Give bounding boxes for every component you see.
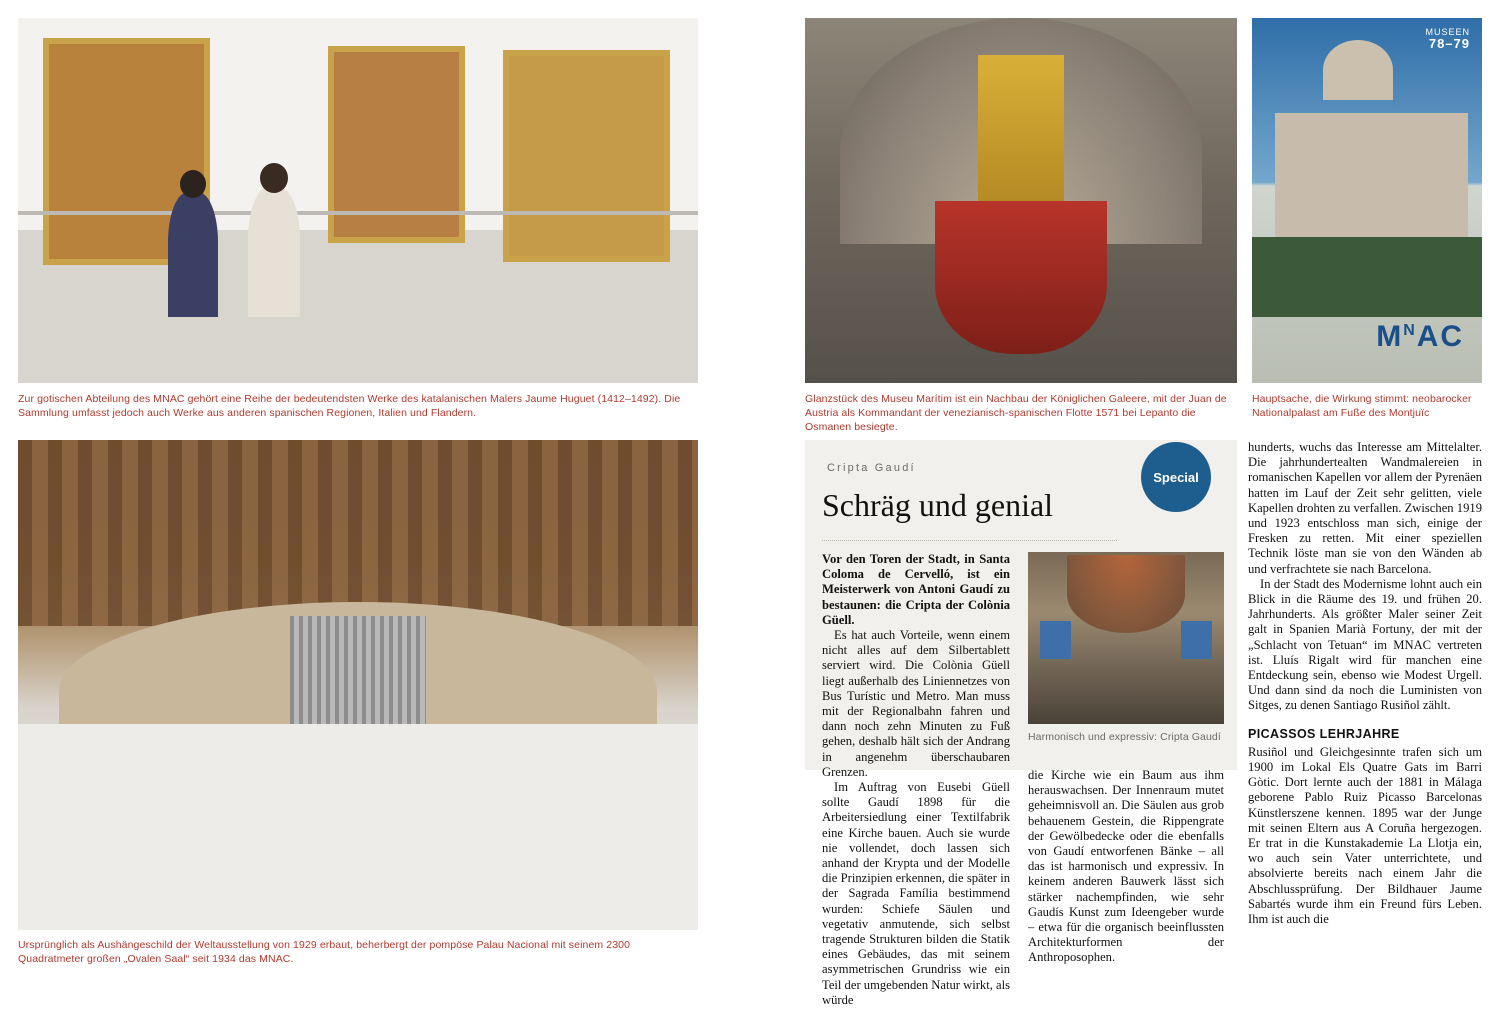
caption-gothic-gallery: Zur gotischen Abteilung des MNAC gehört eine Reihe der bedeutendsten Werke des katalanischen Malers Jaume Huguet (1412–1492). Die Sammlung umfasst jedoch auch Werke aus anderen spanischen Regionen, Italien und Flandern. bbox=[18, 393, 681, 419]
caption-oval-hall: Ursprünglich als Aushängeschild der Weltausstellung von 1929 erbaut, beherbergt der pompöse Palau Nacional mit seinem 2300 Quadratmeter großen „Ovalen Saal“ seit 1934 das MNAC. bbox=[18, 939, 631, 965]
caption-royal-galley: Glanzstück des Museu Marítim ist ein Nachbau der Königlichen Galeere, mit der Juan de Austria als Kommandant der venezianisch-spanischen Flotte 1571 bei Lepanto die Osmanen besiegte. bbox=[805, 393, 1227, 433]
right-subheading: PICASSOS LEHRJAHRE bbox=[1248, 726, 1400, 741]
special-paragraph-2: Im Auftrag von Eusebi Güell sollte Gaudí 1898 für die Arbeitersiedlung einer Textilfabrik eine Kirche bauen. Auch sie wurde nie vollendet, doch lassen sich anhand der Krypta und der Modelle die Prinzipien erkennen, die später in der Sagrada Família bestimmend wurden: Schiefe Säulen und vegetativ anmutende, sich selbst tragende Strukturen bilden die Statik eines Gebäudes, das mit seinem asymmetrischen Grundriss wie ein Teil der umgebenden Natur wirkt, als würde bbox=[822, 780, 1010, 1007]
photo-gothic-gallery bbox=[18, 18, 698, 383]
special-kicker: Cripta Gaudí bbox=[827, 462, 916, 474]
special-text-column-2 bbox=[1028, 768, 1224, 963]
right-paragraph-2: In der Stadt des Modernisme lohnt auch ein Blick in die Räume des 19. und frühen 20. Jahrhunderts. Als größter Maler seiner Zeit galt in Spanien Marià Fortuny, der mit der „Schlacht von Tetuan“ im MNAC vertreten ist. Lluís Rigalt wird für manchen eine Entdeckung sein, ebenso wie Modest Urgell. Und dann sind da noch die Luministen von Sitges, zu denen Santiago Rusiñol zählt. bbox=[1248, 576, 1482, 713]
folio bbox=[1425, 26, 1470, 50]
special-headline: Schräg und genial bbox=[822, 487, 1054, 523]
special-paragraph-1: Es hat auch Vorteile, wenn einem nicht alles auf dem Silbertablett serviert wird. Die Colònia Güell liegt außerhalb des Liniennetzes von Bus Turístic und Metro. Man muss mit der Regionalbahn fahren und dann noch zehn Minuten zu Fuß gehen, deshalb hält sich der Andrang in angenehm überschaubaren Grenzen. bbox=[822, 628, 1010, 779]
special-badge: Special bbox=[1141, 442, 1211, 512]
folio-label: MUSEEN bbox=[1425, 27, 1470, 37]
photo-cripta-gaudi bbox=[1028, 552, 1224, 724]
folio-pages: 78–79 bbox=[1428, 36, 1470, 51]
article-right-column bbox=[1248, 440, 1482, 970]
special-text-column-1 bbox=[822, 552, 1010, 1007]
special-lead: Vor den Toren der Stadt, in Santa Coloma de Cervelló, ist ein Meisterwerk von Antoni Gaudí zu bestaunen: die Cripta der Colònia Güell. bbox=[822, 552, 1010, 627]
caption-mnac-palace: Hauptsache, die Wirkung stimmt: neobarocker Nationalpalast am Fuße des Montjuïc bbox=[1252, 393, 1472, 419]
mnac-logo: $M^NAC$ bbox=[1376, 319, 1465, 353]
photo-royal-galley bbox=[805, 18, 1237, 383]
special-paragraph-3: die Kirche wie ein Baum aus ihm herauswachsen. Der Innenraum mutet geheimnisvoll an. Die Säulen aus grob behauenem Gestein, die Rippengrate der Gewölbedecke oder die ebenfalls von Gaudí entworfenen Bänke – all das ist harmonisch und expressiv. In keinem anderen Bauwerk lässt sich stärker nachempfinden, wie sehr Gaudís Kunst zum Ideengeber wurde – etwa für die organisch beeinflussten Architekturformen der Anthroposophen. bbox=[1028, 768, 1224, 965]
right-paragraph-3: Rusiñol und Gleichgesinnte trafen sich um 1900 im Lokal Els Quatre Gats im Barri Gòtic. Dort lernte auch der 1881 in Málaga geborene Pablo Ruiz Picasso Barcelonas Künstlerszene kennen. 1895 war der Junge mit seinen Eltern aus A Coruña hergezogen. Er trat in die Kunstakademie La Llotja ein, wo auch sein Vater unterrichtete, und absolvierte bereits nach einem Jahr die Abschlussprüfung. Der Bildhauer Jaume Sabartés wurde ihm ein Freund fürs Leben. Ihm ist auch die bbox=[1248, 744, 1482, 927]
photo-mnac-palace bbox=[1252, 18, 1482, 383]
photo-oval-hall bbox=[18, 440, 698, 930]
caption-cripta-gaudi: Harmonisch und expressiv: Cripta Gaudí bbox=[1028, 731, 1221, 743]
right-paragraph-1: hunderts, wuchs das Interesse am Mittelalter. Die jahrhundertealten Wandmalereien in romanischen Kapellen vor allem der Pyrenäen hatten im Lauf der Zeit sehr gelitten, viele Kapellen drohten zu verfallen. Zwischen 1919 und 1923 entschloss man sich, einige der Fresken zu retten. Mit einer speziellen Technik löste man sie von den Wänden ab und verfrachtete sie nach Barcelona. bbox=[1248, 440, 1482, 576]
